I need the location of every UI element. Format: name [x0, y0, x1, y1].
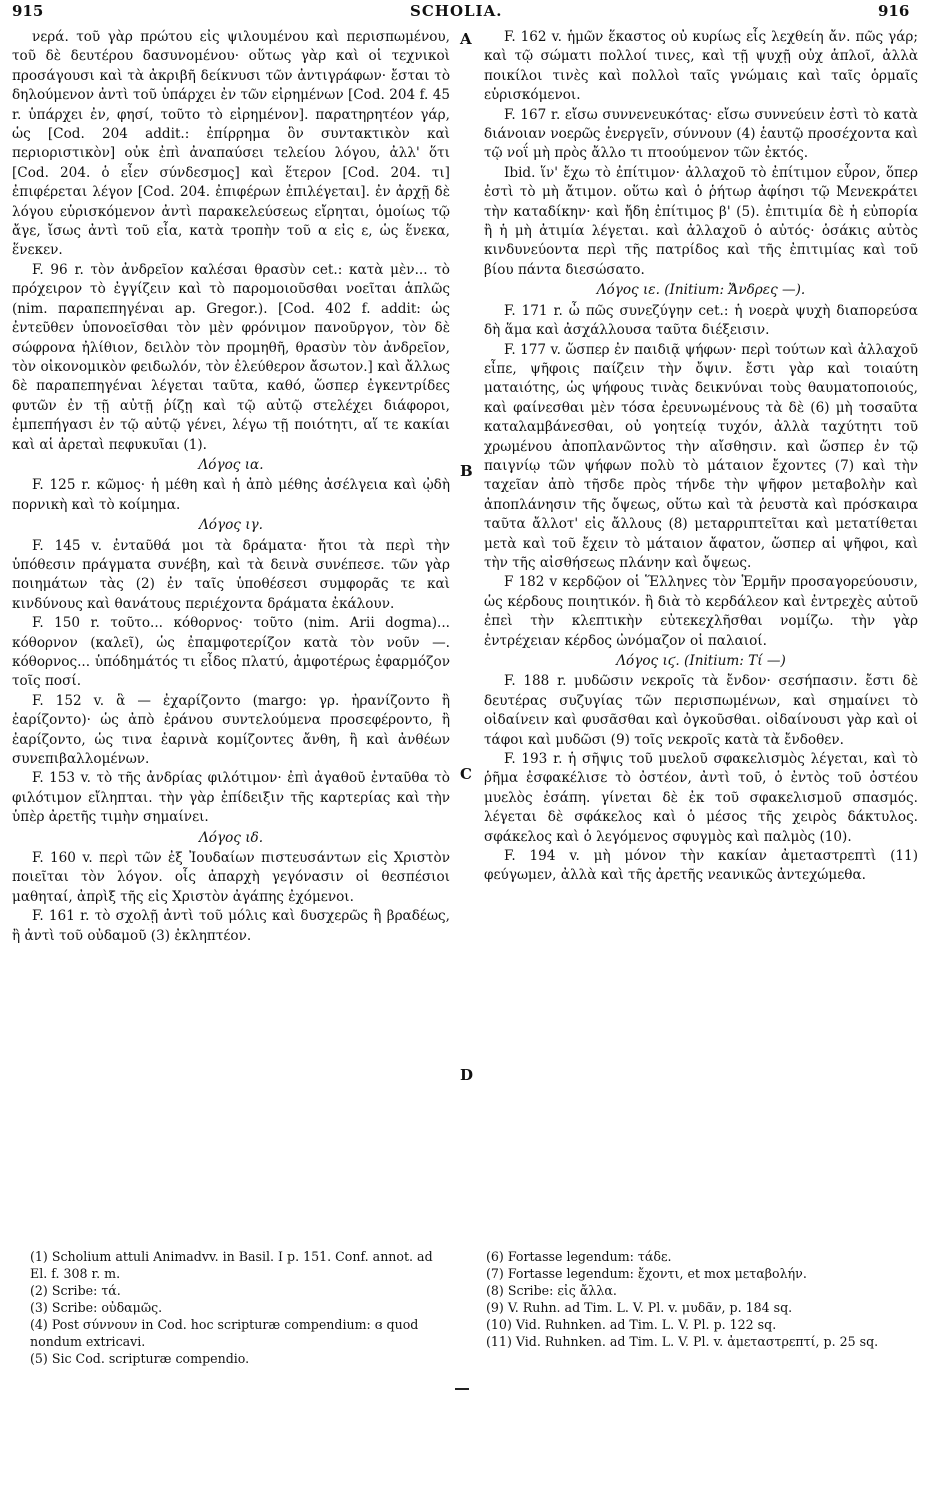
scholion-paragraph: Ibid. ἵν' ἔχω τὸ ἐπίτιμον· ἀλλαχοῦ τὸ ἐπίτιμον εὗρον, ὅπερ ἐστὶ τὸ μὴ ἄτιμον. οὕτω καὶ ὁ ῥήτωρ ἀφίησι τῷ Μενεκράτει τὴν καταδίκην· καὶ ἤδη ἐπίτιμος β' (5). ἐπιτιμία δὲ ἡ εὐπορία ἢ ἡ μὴ ἀτιμία λέγεται. καὶ ἀλλαχοῦ ὁ αὐτός· ὁσάκις αὐτὸς κινδυνεύοντα περὶ τῆς πατρίδος καὶ τῆς ἐπιτιμίας καὶ τοῦ βίου πάντα διεσώσατο. [484, 164, 918, 278]
scholion-paragraph: F. 125 r. κῶμος· ἡ μέθη καὶ ἡ ἀπὸ μέθης ἀσέλγεια καὶ ᾠδὴ πορνικὴ καὶ τὸ κοίμημα. [12, 477, 450, 513]
scholion-paragraph: F. 167 r. εἴσω συννενευκότας· εἴσω συννεύειν ἐστὶ τὸ κατὰ διάνοιαν νοερῶς ἐνεργεῖν, σύννουν (4) ἑαυτῷ προσέχοντα καὶ τῷ νοΐ μὴ πρὸς ἄλλο τι πτοούμενον τῶν ἐκτός. [484, 106, 918, 162]
footnote: (7) Fortasse legendum: ἔχοντι, et mox μεταβολήν. [486, 1266, 807, 1281]
footnote: (11) Vid. Ruhnken. ad Tim. L. V. Pl. v. ἀμεταστρεπτί, p. 25 sq. [486, 1334, 879, 1349]
section-heading: Λόγος ιγ. [198, 517, 264, 534]
scholion-paragraph: F 182 v κερδῷον οἱ Ἕλληνες τὸν Ἑρμῆν προσαγορεύουσιν, ὡς κέρδους ποιητικόν. ἢ διὰ τὸ κερδάλεον καὶ ἐντρεχὲς αὐτοῦ ἐπεὶ τὴν κλεπτικὴν εὐτεκεχλῆσθαι νομίζω. τὴν γὰρ ἐντρέχειαν κέρδος ὠνόμαζον οἱ παλαιοί. [484, 574, 918, 649]
end-dash [455, 1388, 469, 1390]
scholion-paragraph: F. 177 v. ὥσπερ ἐν παιδιᾷ ψήφων· περὶ τούτων καὶ ἀλλαχοῦ εἶπε, ψῆφοις παίζειν τὴν ὄψιν. ἔστι γὰρ καὶ τοιαύτη ματαιότης, ὡς ψήφους τινὰς δεικνύναι τοὺς θαυματοποιούς, καὶ φαίνεσθαι μὲν τόσα ἐρευνωμένους τὰ δὲ (6) μὴ τοσαῦτα καταλαμβάνεσθαι, οὐ γοητείᾳ τυχόν, ἀλλὰ ταχύτητι τοῦ χρωμένου ἀποπλανῶντος τὴν αἴσθησιν. καὶ ὥσπερ ἐν τῷ παιγνίῳ τῶν ψήφων πολὺ τὸ μάταιον ἔχοντες (7) καὶ τὴν ταχεῖαν ἀπὸ τῆσδε πρὸς τήνδε τὴν ψῆφον μεταβολὴν καὶ ἀποπλάνησιν τῆς ὄψεως, οὕτω καὶ τὰ ῥευστὰ καὶ πρόσκαιρα ταῦτα ἄλλοτ' εἰς ἄλλους (8) μεταρριπτεῖται καὶ μετατίθεται μετὰ καὶ τοῦ ἔχειν τὸ μάταιον ἄφατον, ὥσπερ αἱ ψῆφοι, καὶ τὴν τῆς αἰσθήσεως πλάνην καὶ ὄψεως. [484, 341, 918, 571]
page-number-left: 915 [12, 2, 44, 20]
scholion-paragraph: F. 171 r. ὦ πῶς συνεζύγην cet.: ἡ νοερὰ ψυχὴ διαπορεύσα δὴ ἅμα καὶ ἀσχάλλουσα ταῦτα διέξεισιν. [484, 302, 918, 339]
footnotes-right [486, 1248, 906, 1350]
page-header [0, 2, 926, 24]
section-heading: Λόγος ιδ. [198, 829, 264, 846]
section-heading: Λόγος ιϛ. (Initium: Τί —) [616, 653, 786, 669]
right-column [484, 28, 918, 886]
section-heading: Λόγος ια. [198, 456, 264, 473]
footnote: (5) Sic Cod. scripturæ compendio. [30, 1351, 250, 1366]
margin-letter-c: C [460, 765, 472, 783]
scholion-paragraph: F. 193 r. ἡ σῆψις τοῦ μυελοῦ σφακελισμὸς λέγεται, καὶ τὸ ῥῆμα ἐσφακέλισε τὸ ὀστέον, ἀντὶ τοῦ, ὁ ἐντὸς τοῦ ὀστέου μυελὸς ἐσάπη. γίνεται δὲ ἐκ τοῦ σφακελισμοῦ σπασμός. λέγεται δὲ σφάκελος καὶ ὁ μέσος τῆς χειρὸς δάκτυλος. σφάκελος καὶ ὁ λεγόμενος σφυγμὸς καὶ παλμὸς (10). [484, 751, 918, 845]
scholion-paragraph: F. 150 r. τοῦτο... κόθορνος· τοῦτο (nim. Arii dogma)... κόθορνον (καλεῖ), ὡς ἐπαμφοτερίζον κατὰ τὸν νοῦν —. κόθορνος... ὑπόδημάτός τι εἶδος πλατύ, ἀμφοτέρως ἐφαρμόζον τοῖς ποσί. [12, 615, 450, 690]
scholion-paragraph: F. 96 r. τὸν ἀνδρεῖον καλέσαι θρασὺν cet.: κατὰ μὲν... τὸ πρόχειρον τὸ ἐγγίζειν καὶ τὸ παρομοιοῦσθαι νοεῖται ἁπλῶς (nim. παραπεπηγέναι ap. Gregor.). [Cod. 402 f. addit: ὡς ἐντεῦθεν ὑπονοεῖσθαι τὸν μὲν φρόνιμον πανοῦργον, τὸν δὲ σώφρονα ἠλίθιον, δειλὸν τὸν προμηθῆ, θρασὺν τὸν ἀνδρεῖον, τὸν οἰκονομικὸν φειδωλόν, τὸν ἐλεύθερον ἄσωτον.] καὶ ἄλλως δὲ παραπεπηγέναι λέγεται ταῦτα, καθό, ὥσπερ ἐγκεντρίδες φυτῶν ἐν τῇ αὐτῇ ῥίζῃ καὶ τῷ αὐτῷ στελέχει διάφοροι, ἐμπεπήγασι ἐν τῷ αὐτῷ γένει, λέγω τῇ ποιότητι, αἵ τε κακίαι καὶ αἱ ἀρεταὶ πεφυκυῖαι (1). [12, 261, 450, 453]
scholion-paragraph: F. 145 v. ἐνταῦθά μοι τὰ δράματα· ἤτοι τὰ περὶ τὴν ὑπόθεσιν πράγματα συνέβη, καὶ τὰ δεινὰ συνέπεσε. τῶν γὰρ ποιημάτων τὰς (2) ἐν ταῖς ὑποθέσεσι συμφορᾶς τε καὶ κινδύνους καὶ θανάτους περιέχοντα δράματα ἐκάλουν. [12, 537, 450, 612]
page-number-right: 916 [878, 2, 910, 20]
margin-letter-d: D [460, 1066, 474, 1084]
footnote: (2) Scribe: τά. [30, 1283, 121, 1298]
left-column [12, 28, 450, 946]
scholion-paragraph: F. 162 v. ἡμῶν ἕκαστος οὐ κυρίως εἷς λεχθείη ἄν. πῶς γάρ; καὶ τῷ σώματι πολλοί τινες, καὶ τῇ ψυχῇ οὐχ ἁπλοῖ, ἀλλὰ ποικίλοι τινὲς καὶ πολλοὶ ταῖς γνώμαις καὶ ταῖς ὁρμαῖς εὑρισκόμενοι. [484, 29, 918, 104]
scholion-paragraph: F. 188 r. μυδῶσιν νεκροῖς τὰ ἔνδον· σεσήπασιν. ἔστι δὲ δευτέρας συζυγίας τῶν περισπωμένων, καὶ σημαίνει τὸ οἰδαίνειν καὶ φυσᾶσθαι καὶ ὀγκοῦσθαι. οἰδαίνουσι γὰρ καὶ οἱ τάφοι καὶ μυδῶσι (9) τοῖς νεκροῖς κατὰ τὰ ἔνδοθεν. [484, 673, 918, 748]
margin-letter-b: B [460, 462, 473, 480]
footnote: (8) Scribe: εἰς ἄλλα. [486, 1283, 617, 1298]
scholion-paragraph: F. 161 r. τὸ σχολῇ ἀντὶ τοῦ μόλις καὶ δυσχερῶς ἢ βραδέως, ἢ ἀντὶ τοῦ οὐδαμοῦ (3) ἐκληπτέον. [12, 908, 450, 944]
footnote: (10) Vid. Ruhnken. ad Tim. L. V. Pl. p. 122 sq. [486, 1317, 777, 1332]
running-title: SCHOLIA. [410, 2, 503, 20]
margin-letter-a: A [460, 30, 472, 48]
scholion-paragraph: F. 160 v. περὶ τῶν ἐξ Ἰουδαίων πιστευσάντων εἰς Χριστὸν ποιεῖται τὸν λόγον. οἷς ἀπαρχὴ γεγόνασιν οἱ θεσπέσιοι μαθηταί, ἀπρὶξ τῆς εἰς Χριστὸν ἀγάπης ἐχόμενοι. [12, 850, 450, 905]
scholion-paragraph: F. 153 v. τὸ τῆς ἀνδρίας φιλότιμον· ἐπὶ ἀγαθοῦ ἐνταῦθα τὸ φιλότιμον εἴληπται. τὴν γὰρ ἐπίδειξιν τῆς καρτερίας καὶ τὴν ὑπὲρ ἀρετῆς τιμὴν σημαίνει. [12, 770, 450, 826]
footnote: (3) Scribe: οὐδαμῶς. [30, 1300, 163, 1315]
section-heading: Λόγος ιε. (Initium: Ἄνδρες —). [596, 282, 806, 299]
scholion-paragraph: νερά. τοῦ γὰρ πρώτου εἰς ψιλουμένου καὶ περισπωμένου, τοῦ δὲ δευτέρου δασυνομένου· οὕτως γὰρ καὶ οἱ τεχνικοὶ προσάγουσι καὶ τὰ ἀκριβῆ δείκνυσι τῶν ἀντιγράφων· ἔσται τὸ δηλούμενον ἀντὶ τοῦ ὑπάρχει ἐν τῶν εἰρημένων [Cod. 204 f. 45 r. ὑπάρχει ἐν, φησί, τοῦτο τὸ εἰρημένον]. παρατηρητέον γάρ, ὡς [Cod. 204 addit.: ἐπίρρημα ὃν συντακτικὸν καὶ περιοριστικὸν] οὐκ ἐπὶ ἀναπαύσει τελείου λόγου, ἀλλ' ὅτι [Cod. 204. ὁ εἶεν σύνδεσμος] καὶ ἕτερον [Cod. 204. τι] ἐπιφέρεται λέγον [Cod. 204. ἐπιφέρων ἐπιλέγεται]. ἐν ἀρχῇ δὲ λόγου εὑρισκόμενον ἀντὶ παρακελεύσεως εἴρηται, ὁμοίως τῷ ἄγε, ἴσως ἀντὶ τοῦ εἶα, κατὰ τροπὴν τοῦ α εἰς ε, ὡς ἕνεκα, ἕνεκεν. [12, 29, 450, 259]
footnote: (9) V. Ruhn. ad Tim. L. V. Pl. v. μυδᾶν, p. 184 sq. [486, 1300, 793, 1315]
scholion-paragraph: F. 194 v. μὴ μόνον τὴν κακίαν ἀμεταστρεπτὶ (11) φεύγωμεν, ἀλλὰ καὶ τῆς ἀρετῆς νεανικῶς ἀντεχώμεθα. [484, 848, 918, 884]
footnote: (6) Fortasse legendum: τάδε. [486, 1249, 672, 1264]
footnote: (1) Scholium attuli Animadvv. in Basil. I p. 151. Conf. annot. ad El. f. 308 r. m. [30, 1249, 433, 1281]
footnote: (4) Post σύννουν in Cod. hoc scripturæ compendium: ɞ quod nondum extricavi. [30, 1317, 419, 1349]
footnotes-left [30, 1248, 450, 1367]
scholion-paragraph: F. 152 v. ἃ — ἐχαρίζοντο (margo: γρ. ἠρανίζοντο ἢ ἐαρίζοντο)· ὡς ἀπὸ ἐράνου συντελούμενα προσεφέροντο, ἢ ἐαρίζοντο, ὡς τινα ἐαρινὰ κομίζοντες ἄνθη, ἢ καὶ ἀνθέων συνεπιβαλλομένων. [12, 692, 450, 768]
